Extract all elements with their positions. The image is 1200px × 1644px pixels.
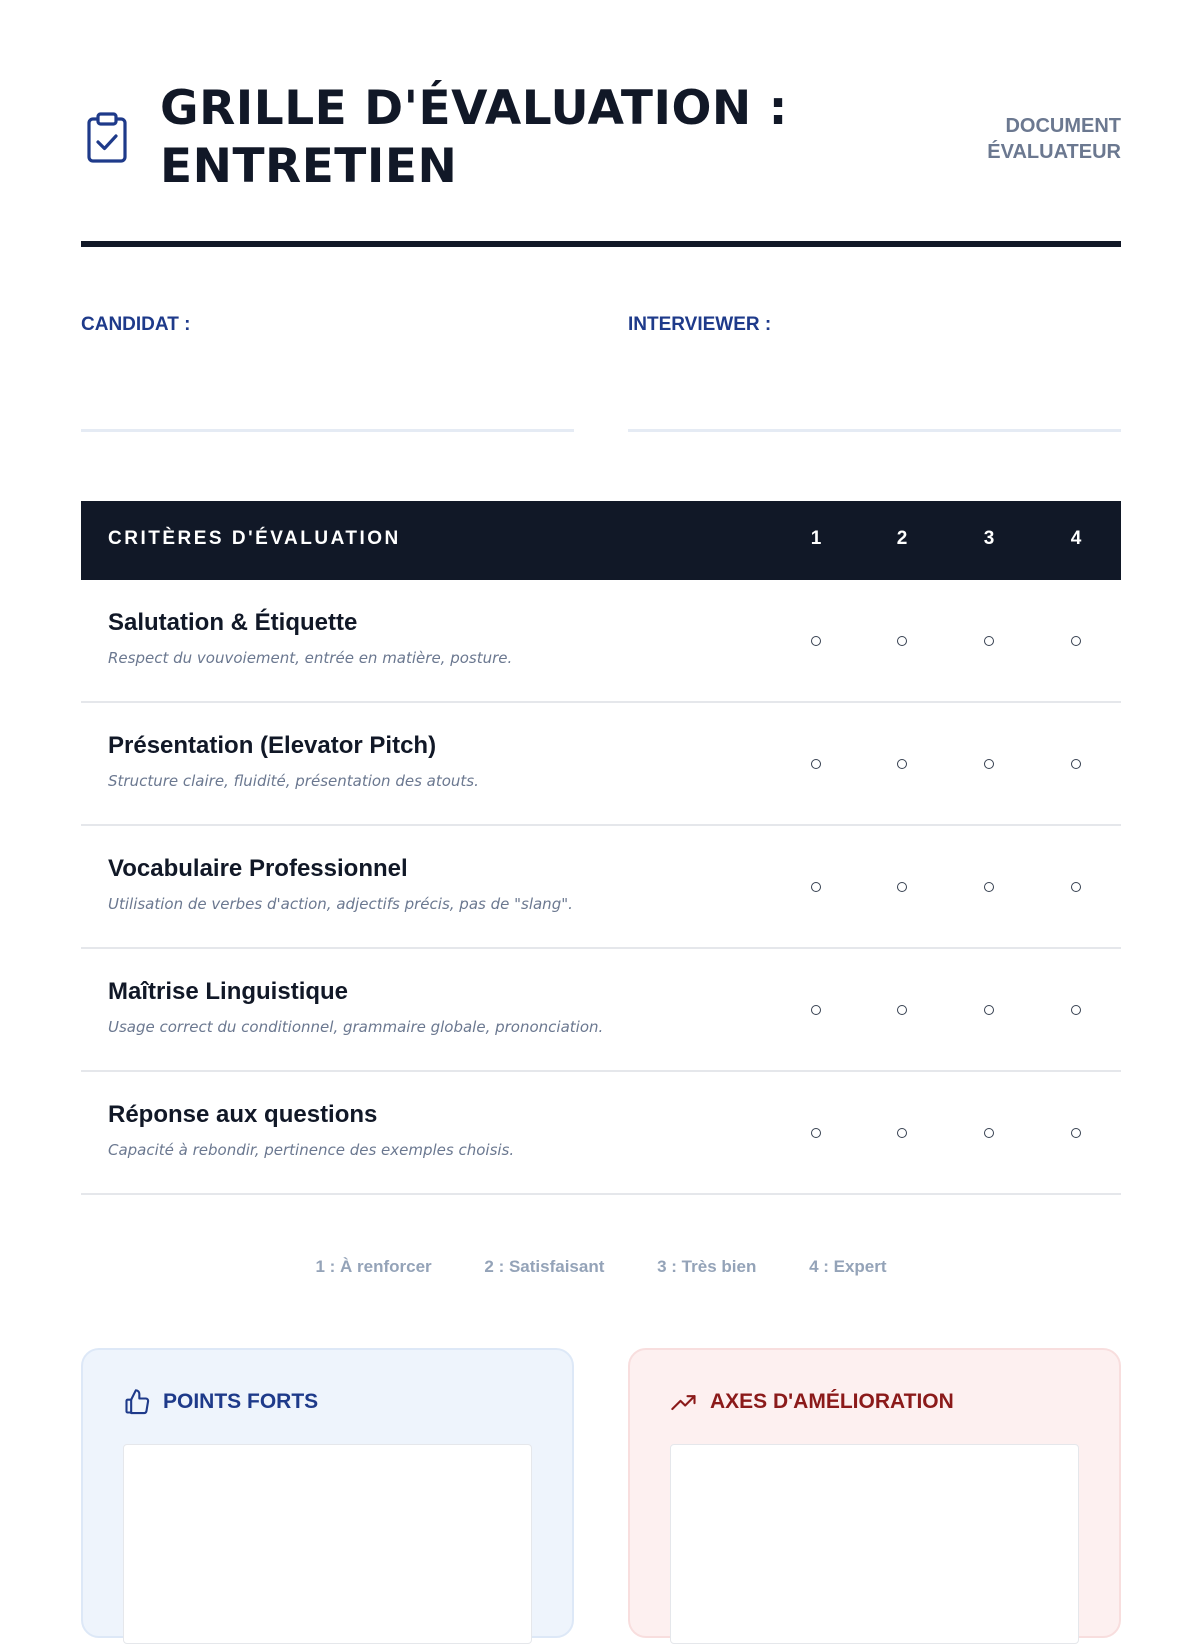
- score-radio-3[interactable]: [984, 636, 994, 646]
- score-header-4: 4: [1070, 528, 1082, 549]
- score-radio-3[interactable]: [984, 1005, 994, 1015]
- score-radio-2[interactable]: [897, 1005, 907, 1015]
- criterion-title: Réponse aux questions: [108, 1101, 378, 1128]
- criteria-column-header: CRITÈRES D'ÉVALUATION: [108, 528, 401, 549]
- improvement-title: AXES D'AMÉLIORATION: [710, 1390, 954, 1413]
- score-radio-2[interactable]: [897, 759, 907, 769]
- score-header-3: 3: [983, 528, 995, 549]
- improvement-panel: [628, 1348, 1121, 1638]
- candidate-label: CANDIDAT :: [81, 314, 191, 335]
- score-radio-4[interactable]: [1071, 1128, 1081, 1138]
- criterion-description: Respect du vouvoiement, entrée en matière, posture.: [108, 649, 513, 667]
- score-radio-1[interactable]: [811, 882, 821, 892]
- criterion-description: Usage correct du conditionnel, grammaire globale, prononciation.: [108, 1018, 604, 1036]
- criterion-description: Structure claire, fluidité, présentation des atouts.: [108, 772, 479, 790]
- score-radio-2[interactable]: [897, 636, 907, 646]
- score-radio-3[interactable]: [984, 1128, 994, 1138]
- trending-up-icon: [670, 1388, 698, 1416]
- criterion-title: Salutation & Étiquette: [108, 609, 358, 636]
- candidate-field[interactable]: [81, 314, 574, 336]
- score-radio-4[interactable]: [1071, 882, 1081, 892]
- criterion-title: Maîtrise Linguistique: [108, 978, 349, 1005]
- score-radio-4[interactable]: [1071, 1005, 1081, 1015]
- table-row: [81, 580, 1121, 703]
- score-radio-1[interactable]: [811, 636, 821, 646]
- table-row: [81, 1072, 1121, 1195]
- criterion-title: Vocabulaire Professionnel: [108, 855, 408, 882]
- table-row: [81, 949, 1121, 1072]
- interviewer-field[interactable]: [628, 314, 1121, 336]
- legend-item-2: 2 : Satisfaisant: [484, 1257, 605, 1276]
- score-legend: [81, 1257, 1121, 1277]
- score-radio-1[interactable]: [811, 1128, 821, 1138]
- score-radio-3[interactable]: [984, 882, 994, 892]
- page-title: GRILLE D'ÉVALUATION : ENTRETIEN: [160, 81, 788, 194]
- score-radio-1[interactable]: [811, 759, 821, 769]
- legend-item-3: 3 : Très bien: [657, 1257, 757, 1276]
- criteria-table: [81, 501, 1121, 1195]
- score-radio-2[interactable]: [897, 1128, 907, 1138]
- score-radio-2[interactable]: [897, 882, 907, 892]
- thumbs-up-icon: [123, 1388, 151, 1416]
- improvement-notes-area[interactable]: [670, 1444, 1079, 1644]
- criterion-description: Utilisation de verbes d'action, adjectifs précis, pas de "slang".: [108, 895, 573, 913]
- document-tag-line1: DOCUMENT: [1005, 115, 1121, 137]
- strengths-notes-area[interactable]: [123, 1444, 532, 1644]
- criterion-title: Présentation (Elevator Pitch): [108, 732, 437, 759]
- criterion-description: Capacité à rebondir, pertinence des exemples choisis.: [108, 1141, 515, 1159]
- table-header: [81, 501, 1121, 580]
- score-radio-4[interactable]: [1071, 636, 1081, 646]
- score-radio-4[interactable]: [1071, 759, 1081, 769]
- clipboard-check-icon: [85, 112, 129, 164]
- strengths-panel: [81, 1348, 574, 1638]
- interviewer-underline: [628, 429, 1121, 432]
- page-header: [81, 80, 1121, 200]
- document-tag: [921, 113, 1121, 165]
- score-radio-1[interactable]: [811, 1005, 821, 1015]
- interviewer-label: INTERVIEWER :: [628, 314, 772, 335]
- table-row: [81, 826, 1121, 949]
- strengths-title: POINTS FORTS: [163, 1390, 319, 1413]
- header-divider: [81, 241, 1121, 247]
- score-radio-3[interactable]: [984, 759, 994, 769]
- legend-item-1: 1 : À renforcer: [315, 1257, 432, 1276]
- table-row: [81, 703, 1121, 826]
- score-header-1: 1: [810, 528, 822, 549]
- document-tag-line2: ÉVALUATEUR: [987, 141, 1121, 163]
- candidate-underline: [81, 429, 574, 432]
- score-header-2: 2: [896, 528, 908, 549]
- legend-item-4: 4 : Expert: [809, 1257, 887, 1276]
